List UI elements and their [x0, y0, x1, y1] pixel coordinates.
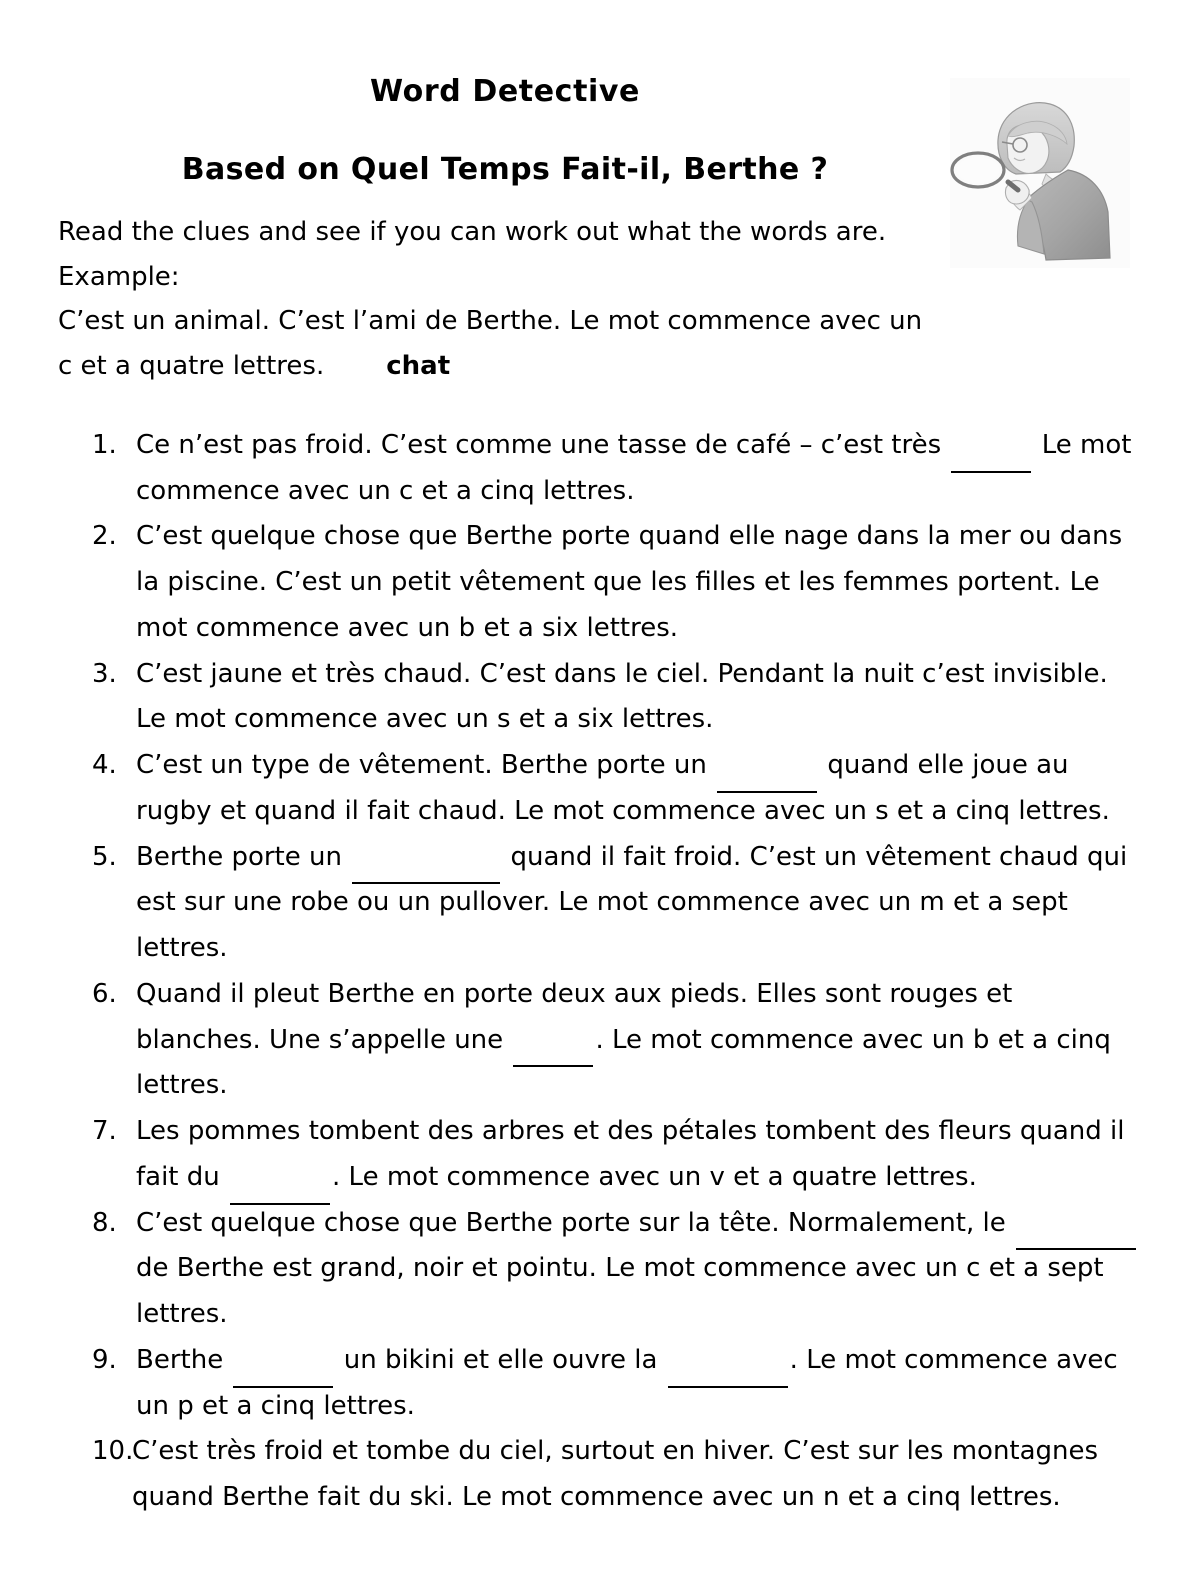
clue-text-segment: . Le mot commence avec un v et a quatre lettres. [332, 1161, 977, 1192]
clue-text-segment: C’est jaune et très chaud. C’est dans le ciel. Pendant la nuit c’est invisible. Le mot commence avec un s et a six lettres. [136, 658, 1108, 735]
clue-text [132, 1429, 1140, 1521]
clue-number: 6. [92, 978, 117, 1009]
clue-item [0, 1338, 1200, 1430]
clue-text-segment: de Berthe est grand, noir et pointu. Le mot commence avec un c et a sept lettres. [136, 1253, 1104, 1330]
clue-text [136, 1109, 1140, 1201]
answer-blank[interactable] [717, 769, 817, 793]
detective-with-magnifying-glass-icon [950, 78, 1130, 268]
answer-blank[interactable] [233, 1364, 333, 1388]
clue-text [136, 835, 1140, 972]
clue-item [0, 652, 1200, 744]
page-title: Word Detective [370, 74, 640, 109]
clue-text-segment: Quand il pleut Berthe en porte deux aux pieds. Elles sont rouges et blanches. Une s’appelle une [136, 978, 1013, 1055]
clue-text-segment: C’est très froid et tombe du ciel, surtout en hiver. C’est sur les montagnes quand Berthe fait du ski. Le mot commence avec un n et a cinq lettres. [132, 1436, 1099, 1513]
clue-number: 5. [92, 841, 117, 872]
clue-text-segment: quand il fait froid. C’est un vêtement chaud qui est sur une robe ou un pullover. Le mot commence avec un m et a sept lettres. [136, 841, 1128, 964]
clue-text [136, 652, 1140, 744]
clue-text [136, 514, 1140, 651]
example-answer: chat [386, 351, 451, 382]
clue-text-segment: Ce n’est pas froid. C’est comme une tasse de café – c’est très [136, 429, 950, 460]
answer-blank[interactable] [951, 449, 1031, 473]
instructions-block [0, 188, 1040, 389]
clue-number: 2. [92, 521, 117, 552]
clue-text-segment: C’est un type de vêtement. Berthe porte un [136, 750, 716, 781]
example-clue-text: C’est un animal. C’est l’ami de Berthe. Le mot commence avec un c et a quatre lettres. [58, 306, 923, 382]
clue-item [0, 743, 1200, 835]
clue-text [136, 972, 1140, 1109]
clue-number: 3. [92, 658, 117, 689]
example-clue [58, 299, 938, 388]
clue-list [0, 389, 1200, 1521]
clue-text-segment: un bikini et elle ouvre la [335, 1344, 666, 1375]
example-label: Example: [58, 261, 180, 292]
answer-blank[interactable] [513, 1043, 593, 1067]
clue-text-segment: Les pommes tombent des arbres et des pétales tombent des fleurs quand il fait du [136, 1116, 1125, 1192]
clue-text-segment: C’est quelque chose que Berthe porte sur la tête. Normalement, le [136, 1207, 1014, 1238]
clue-number: 8. [92, 1207, 117, 1238]
clue-item [0, 514, 1200, 651]
answer-blank[interactable] [668, 1364, 788, 1388]
clue-item [0, 1201, 1200, 1338]
clue-number: 4. [92, 750, 117, 781]
page-subtitle: Based on Quel Temps Fait-il, Berthe ? [181, 152, 829, 187]
clue-item [0, 972, 1200, 1109]
clue-text-segment: . Le mot commence avec un p et a cinq lettres. [136, 1344, 1118, 1421]
clue-text-segment: C’est quelque chose que Berthe porte quand elle nage dans la mer ou dans la piscine. C’est un petit vêtement que les filles et les femmes portent. Le mot commence avec un b et a six lettres. [136, 521, 1123, 643]
clue-text-segment: Berthe [136, 1344, 232, 1375]
clue-number: 9. [92, 1344, 117, 1375]
answer-blank[interactable] [1016, 1226, 1136, 1250]
clue-text [136, 423, 1140, 515]
answer-blank[interactable] [352, 860, 500, 884]
clue-text-segment: Le mot commence avec un c et a cinq lettres. [136, 429, 1132, 506]
clue-text [136, 1338, 1140, 1430]
clue-text [136, 743, 1140, 835]
clue-item [0, 835, 1200, 972]
clue-text-segment: quand elle joue au rugby et quand il fait chaud. Le mot commence avec un s et a cinq lettres. [136, 750, 1110, 826]
clue-number: 10. [92, 1436, 134, 1467]
clue-number: 1. [92, 429, 117, 460]
clue-item [0, 1429, 1200, 1521]
clue-text-segment: Berthe porte un [136, 841, 351, 872]
clue-text-segment: . Le mot commence avec un b et a cinq lettres. [136, 1024, 1111, 1101]
instructions-text: Read the clues and see if you can work out what the words are. [58, 217, 887, 247]
clue-item [0, 423, 1200, 515]
clue-item [0, 1109, 1200, 1201]
clue-text [136, 1201, 1140, 1338]
clue-number: 7. [92, 1116, 117, 1147]
